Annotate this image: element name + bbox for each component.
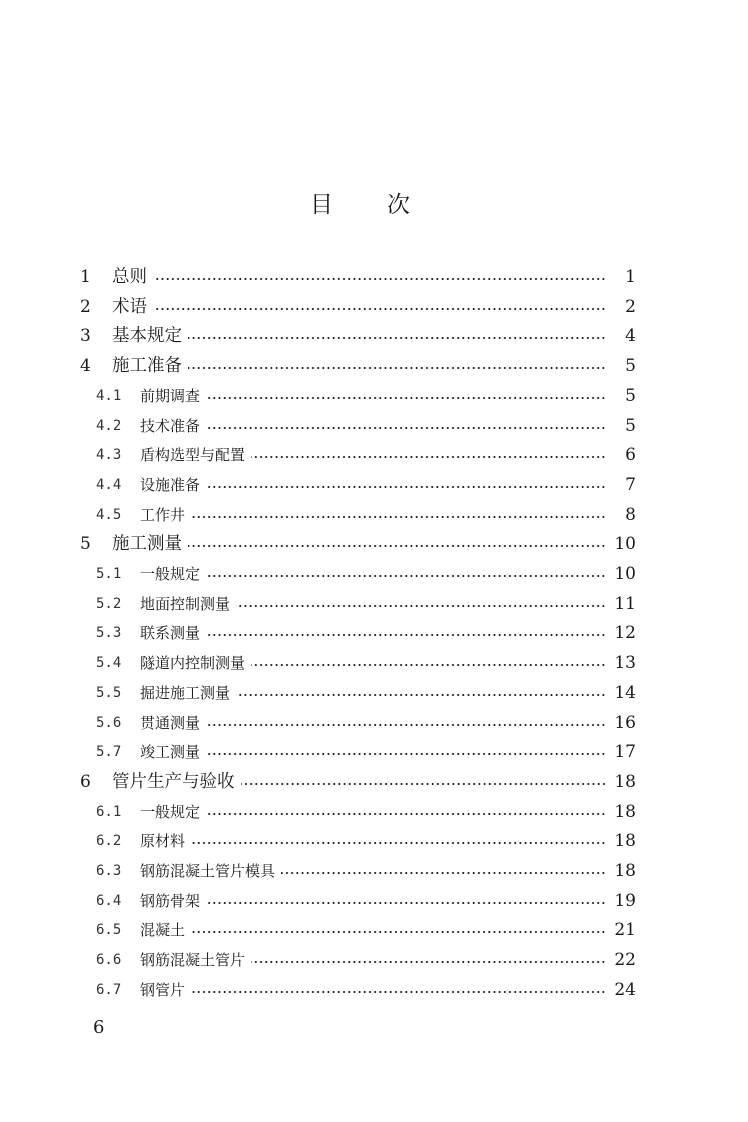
toc-entry-label: 术语 [112,296,147,317]
toc-section-entry[interactable] [96,975,636,1005]
dot-leader [281,872,606,874]
dot-leader [251,456,606,458]
toc-entry-number: 5.6 [96,714,122,731]
dot-leader [236,605,606,607]
dot-leader [206,427,606,429]
toc-entry-label: 前期调查 [140,386,201,405]
toc-section-entry[interactable] [96,440,636,470]
toc-entry-page: 13 [614,653,636,674]
toc-section-entry[interactable] [96,708,636,738]
toc-entry-page: 5 [625,415,636,436]
dot-leader [206,724,606,726]
toc-entry-label: 钢筋骨架 [140,891,201,910]
dot-leader [188,545,606,547]
toc-section-entry[interactable] [96,381,636,411]
toc-entry-label: 总则 [112,267,147,287]
toc-chapter-entry[interactable] [80,767,636,797]
toc-entry-number: 5 [80,534,91,555]
toc-entry-page: 2 [625,296,636,317]
page-title [0,186,720,219]
toc-section-entry[interactable] [96,411,636,441]
toc-entry-label: 一般规定 [140,802,201,821]
dot-leader [236,694,606,696]
toc-entry-page: 24 [614,979,636,1000]
dot-leader [206,902,606,904]
toc-entry-page: 10 [614,534,636,555]
toc-entry-page: 22 [614,950,636,971]
toc-entry-page: 10 [614,564,636,584]
toc-entry-label: 基本规定 [112,326,182,347]
toc-entry-page: 14 [614,682,636,703]
dot-leader [188,367,606,369]
toc-entry-number: 6.4 [96,892,122,909]
toc-chapter-entry[interactable] [80,321,636,351]
toc-entry-page: 16 [614,712,636,733]
dot-leader [206,813,606,815]
toc-entry-label: 钢筋混凝土管片 [140,951,246,970]
toc-entry-number: 6.1 [96,803,122,820]
toc-section-entry[interactable] [96,915,636,945]
toc-entry-number: 5.2 [96,595,122,612]
toc-entry-page: 11 [614,593,636,614]
toc-entry-number: 6.3 [96,863,122,879]
toc-entry-page: 18 [614,801,636,822]
toc-section-entry[interactable] [96,470,636,500]
dot-leader [206,634,606,636]
toc-section-entry[interactable] [96,648,636,678]
toc-section-entry[interactable] [96,559,636,589]
toc-entry-label: 隧道内控制测量 [140,654,246,673]
toc-entry-number: 3 [80,326,91,347]
toc-entry-label: 联系测量 [140,624,201,643]
toc-entry-label: 竣工测量 [140,743,201,762]
toc-section-entry[interactable] [96,826,636,856]
toc-entry-label: 掘进施工测量 [140,683,231,702]
toc-entry-page: 8 [625,504,636,525]
toc-entry-page: 18 [614,771,636,792]
toc-section-entry[interactable] [96,678,636,708]
toc-entry-page: 18 [614,831,636,852]
toc-entry-label: 施工准备 [112,356,182,377]
toc-entry-label: 施工测量 [112,534,182,555]
toc-section-entry[interactable] [96,500,636,530]
toc-section-entry[interactable] [96,737,636,767]
toc-entry-number: 6.2 [96,833,122,850]
toc-entry-label: 原材料 [140,832,186,851]
toc-entry-label: 钢管片 [140,980,186,999]
dot-leader [191,516,606,518]
toc-entry-label: 一般规定 [140,565,201,583]
dot-leader [206,486,606,488]
toc-entry-number: 6 [80,771,91,792]
toc-entry-page: 5 [625,356,636,377]
toc-section-entry[interactable] [96,945,636,975]
toc-entry-number: 5.7 [96,744,122,761]
toc-section-entry[interactable] [96,856,636,886]
toc-entry-number: 2 [80,296,91,317]
dot-leader [188,337,606,339]
dot-leader [206,753,606,755]
toc-entry-label: 地面控制测量 [140,594,231,613]
toc-section-entry[interactable] [96,618,636,648]
toc-entry-page: 19 [614,890,636,911]
dot-leader [206,575,606,577]
toc-entry-number: 5.3 [96,625,122,642]
toc-entry-number: 6.5 [96,922,122,939]
dot-leader [206,397,606,399]
toc-entry-page: 18 [614,861,636,881]
dot-leader [153,308,606,310]
toc-chapter-entry[interactable] [80,351,636,381]
toc-entry-label: 管片生产与验收 [112,771,235,792]
toc-entry-page: 21 [614,920,636,941]
toc-entry-number: 4.1 [96,387,122,404]
dot-leader [153,278,606,280]
toc-entry-page: 4 [625,326,636,347]
toc-entry-number: 6.6 [96,952,122,969]
page-number: 6 [93,1017,105,1038]
toc-entry-number: 1 [80,267,91,287]
toc-entry-label: 技术准备 [140,416,201,435]
dot-leader [251,664,606,666]
dot-leader [251,961,606,963]
toc-entry-number: 4 [80,356,91,377]
toc-entry-page: 6 [625,445,636,466]
dot-leader [191,931,606,933]
toc-entry-page: 12 [614,623,636,644]
toc-chapter-entry[interactable] [80,292,636,322]
dot-leader [191,991,606,993]
toc-section-entry[interactable] [96,886,636,916]
dot-leader [191,842,606,844]
toc-entry-page: 1 [625,267,636,287]
page-title-char-1: 目 [310,192,333,218]
dot-leader [241,783,607,785]
toc-entry-label: 钢筋混凝土管片模具 [140,862,276,880]
toc-entry-number: 4.3 [96,447,122,464]
toc-entry-label: 设施准备 [140,475,201,494]
toc-entry-number: 5.5 [96,684,122,701]
toc-entry-number: 6.7 [96,981,122,998]
toc-entry-number: 4.4 [96,476,122,493]
toc-entry-page: 7 [625,474,636,495]
toc-section-entry[interactable] [96,589,636,619]
toc-entry-label: 工作井 [140,505,186,524]
toc-chapter-entry[interactable] [80,529,636,559]
toc-entry-page: 5 [625,385,636,406]
toc-entry-number: 4.5 [96,506,122,523]
toc-entry-label: 盾构选型与配置 [140,446,246,465]
toc-entry-label: 混凝土 [140,921,186,940]
toc-entry-page: 17 [614,742,636,763]
toc-chapter-entry[interactable] [80,262,636,292]
toc-section-entry[interactable] [96,797,636,827]
page-title-char-2: 次 [387,192,410,218]
toc-entry-label: 贯通测量 [140,713,201,732]
toc-entry-number: 5.4 [96,655,122,672]
toc-entry-number: 4.2 [96,417,122,434]
toc-entry-number: 5.1 [96,566,122,582]
